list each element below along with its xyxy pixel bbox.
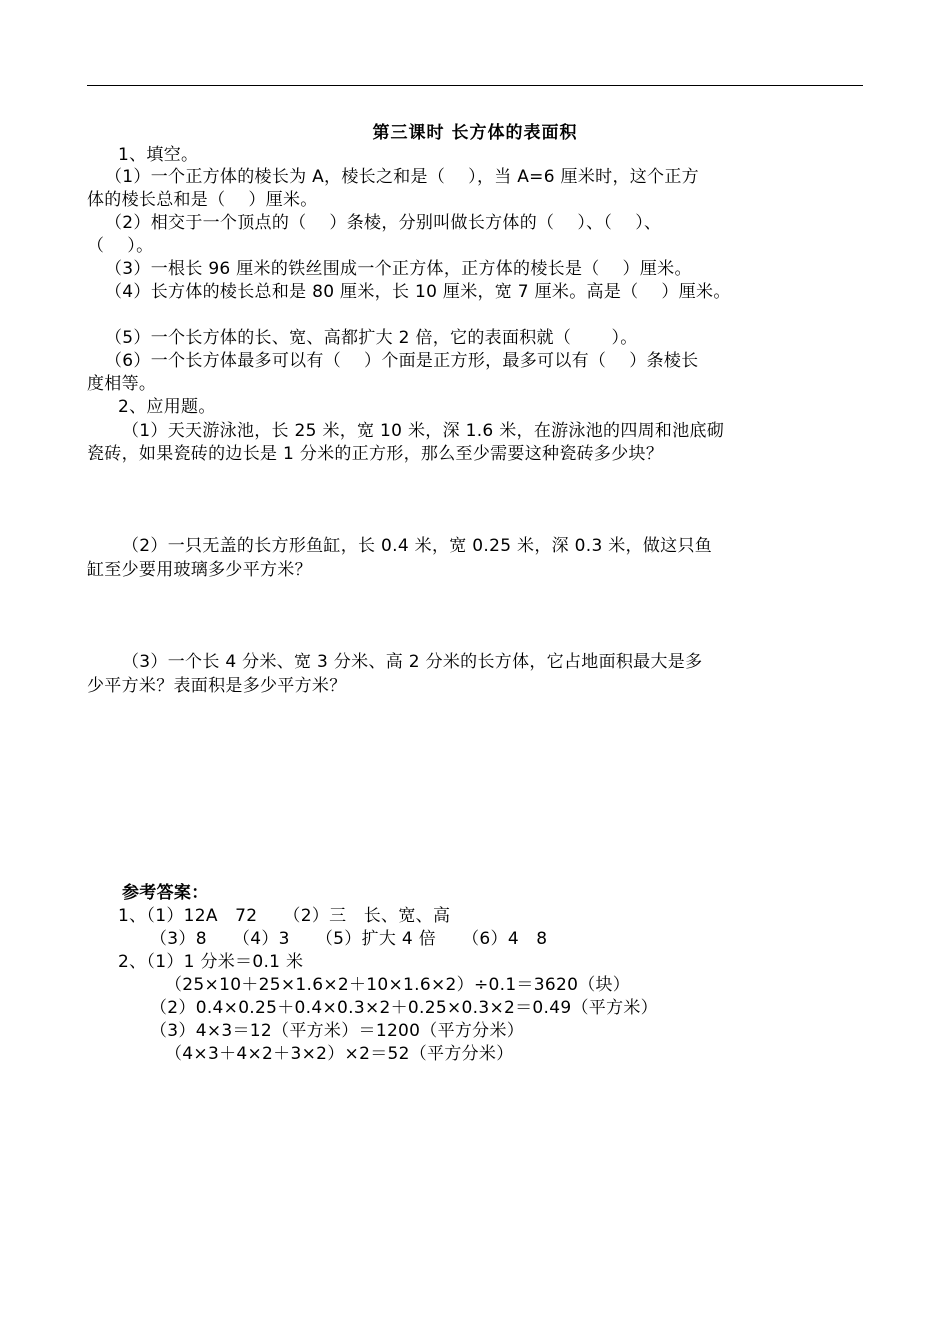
fill-q6-line1: （6）一个长方体最多可以有（ ）个面是正方形，最多可以有（ ）条棱长 (105, 351, 699, 371)
section1-heading: 1、填空。 (118, 145, 199, 165)
fill-q2-line2: （ ）。 (87, 236, 154, 256)
answer-line: 1、（1）12A 72 （2）三 长、宽、高 (118, 906, 451, 926)
problem3-line1: （3）一个长 4 分米、宽 3 分米、高 2 分米的长方体，它占地面积最大是多 (122, 652, 703, 672)
fill-q4: （4）长方体的棱长总和是 80 厘米，长 10 厘米，宽 7 厘米。高是（ ）厘米。 (105, 282, 731, 302)
problem2-line1: （2）一只无盖的长方形鱼缸，长 0.4 米，宽 0.25 米，深 0.3 米，做这只鱼 (122, 536, 713, 556)
problem3-line2: 少平方米？表面积是多少平方米？ (87, 676, 347, 696)
fill-q1-line2: 体的棱长总和是（ ）厘米。 (87, 190, 318, 210)
page-title: 第三课时 长方体的表面积 (372, 123, 578, 143)
problem2-line2: 缸至少要用玻璃多少平方米？ (87, 560, 312, 580)
answer-line: （25×10＋25×1.6×2＋10×1.6×2）÷0.1＝3620（块） (165, 975, 631, 995)
problem1-line1: （1）天天游泳池，长 25 米，宽 10 米，深 1.6 米，在游泳池的四周和池底砌 (122, 421, 725, 441)
answers-heading: 参考答案： (122, 883, 209, 903)
fill-q2-line1: （2）相交于一个顶点的（ ）条棱，分别叫做长方体的（ ）、（ ）、 (105, 213, 662, 233)
fill-q1-line1: （1）一个正方体的棱长为 A，棱长之和是（ ），当 A=6 厘米时，这个正方 (105, 167, 699, 187)
fill-q6-line2: 度相等。 (87, 374, 157, 394)
section2-heading: 2、应用题。 (118, 397, 216, 417)
answer-line: （3）4×3＝12（平方米）＝1200（平方分米） (150, 1021, 525, 1041)
fill-q5: （5）一个长方体的长、宽、高都扩大 2 倍，它的表面积就（ ）。 (105, 328, 638, 348)
fill-q3: （3）一根长 96 厘米的铁丝围成一个正方体，正方体的棱长是（ ）厘米。 (105, 259, 692, 279)
header-rule (87, 85, 863, 86)
answer-line: （3）8 （4）3 （5）扩大 4 倍 （6）4 8 (150, 929, 548, 949)
answer-line: 2、（1）1 分米＝0.1 米 (118, 952, 304, 972)
answer-line: （4×3＋4×2＋3×2）×2＝52（平方分米） (165, 1044, 514, 1064)
problem1-line2: 瓷砖，如果瓷砖的边长是 1 分米的正方形，那么至少需要这种瓷砖多少块？ (87, 444, 664, 464)
answer-line: （2）0.4×0.25＋0.4×0.3×2＋0.25×0.3×2＝0.49（平方米） (150, 998, 658, 1018)
